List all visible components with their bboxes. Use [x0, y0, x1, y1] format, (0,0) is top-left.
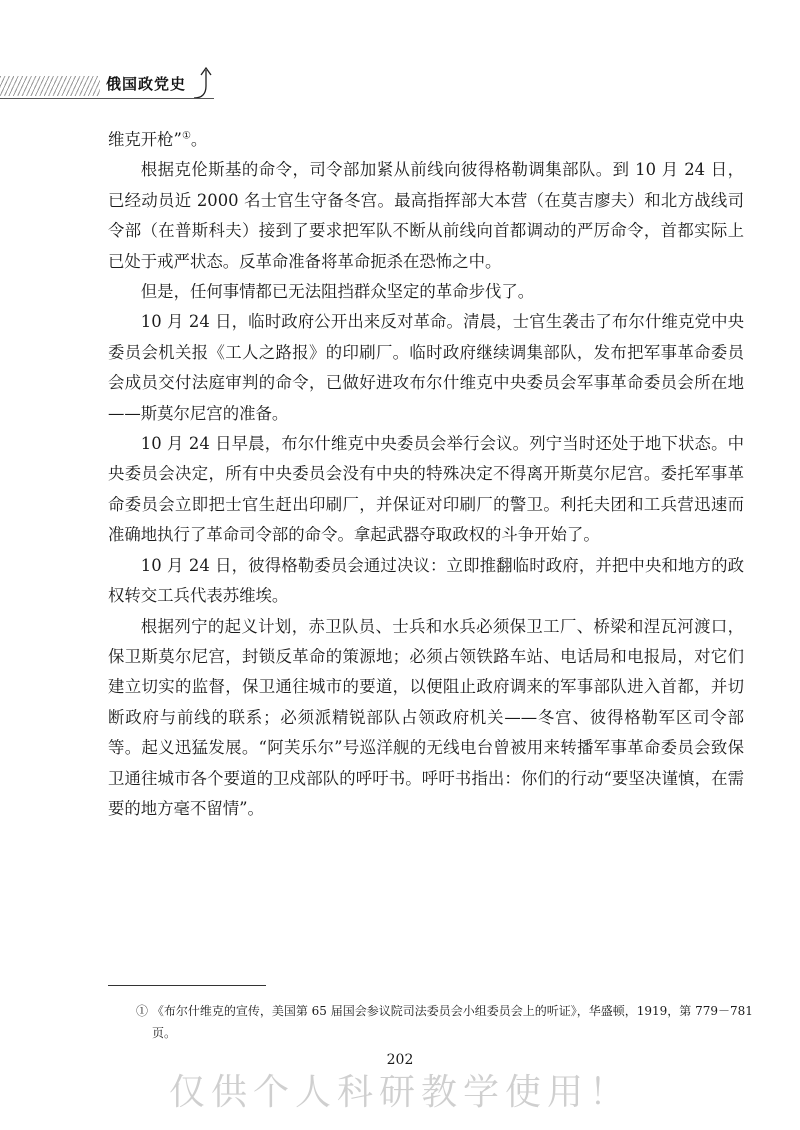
- footnote: ① 《布尔什维克的宣传，美国第 65 届国会参议院司法委员会小组委员会上的听证》，华盛顿，1919，第 779－781 页。: [136, 1004, 753, 1040]
- paragraph-1: 根据克伦斯基的命令，司令部加紧从前线向彼得格勒调集部队。到 10 月 24 日，已经动员近 2000 名士官生守备冬宫。最高指挥部大本营（在莫吉廖夫）和北方战线司令部（在普斯科夫）接到了要求把军队不断从前线向首都调动的严厉命令，首都实际上已处于戒严状态。反革命准备将革命扼杀在恐怖之中。: [108, 160, 744, 271]
- paragraph-0-text: 维克开枪”: [108, 130, 182, 149]
- paragraph-4: 10 月 24 日早晨，布尔什维克中央委员会举行会议。列宁当时还处于地下状态。中央委员会决定，所有中央委员会没有中央的特殊决定不得离开斯莫尔尼宫。委托军事革命委员会立即把士官生赶出印刷厂，并保证对印刷厂的警卫。利托夫团和工兵营迅速而准确地执行了革命司令部的命令。拿起武器夺取政权的斗争开始了。: [108, 434, 744, 545]
- header-hatch-decoration: [0, 76, 100, 96]
- paragraph-5: 10 月 24 日，彼得格勒委员会通过决议：立即推翻临时政府，并把中央和地方的政权转交工兵代表苏维埃。: [108, 555, 744, 606]
- footnote-marker[interactable]: ①: [181, 130, 191, 142]
- running-header: [0, 64, 240, 104]
- header-arrow-icon: [190, 64, 220, 102]
- paragraph-2: 但是，任何事情都已无法阻挡群众坚定的革命步伐了。: [140, 282, 535, 302]
- body-text: [108, 125, 744, 824]
- footnote-rule: [108, 985, 266, 986]
- paragraph-0-end: 。: [190, 130, 208, 149]
- header-rule: [0, 98, 214, 99]
- paragraph-6: 根据列宁的起义计划，赤卫队员、士兵和水兵必须保卫工厂、桥梁和涅瓦河渡口，保卫斯莫尔尼宫，封锁反革命的策源地；必须占领铁路车站、电话局和电报局，对它们建立切实的监督，保卫通往城市的要道，以便阻止政府调来的军事部队进入首都，并切断政府与前线的联系；必须派精锐部队占领政府机关——冬宫、彼得格勒军区司令部等。起义迅猛发展。“阿芙乐尔”号巡洋舰的无线电台曾被用来转播军事革命委员会致保卫通往城市各个要道的卫戍部队的呼吁书。呼吁书指出：你们的行动“要坚决谨慎，在需要的地方毫不留情”。: [108, 616, 744, 818]
- paragraph-3: 10 月 24 日，临时政府公开出来反对革命。清晨，士官生袭击了布尔什维克党中央委员会机关报《工人之路报》的印刷厂。临时政府继续调集部队，发布把军事革命委员会成员交付法庭审判的命令，已做好进攻布尔什维克中央委员会军事革命委员会所在地——斯莫尔尼宫的准备。: [108, 312, 744, 423]
- page-number: 202: [386, 1052, 414, 1068]
- watermark: 仅供个人科研教学使用！: [168, 1072, 631, 1113]
- book-title: 俄国政党史: [106, 75, 187, 93]
- paragraph-0: [108, 125, 744, 155]
